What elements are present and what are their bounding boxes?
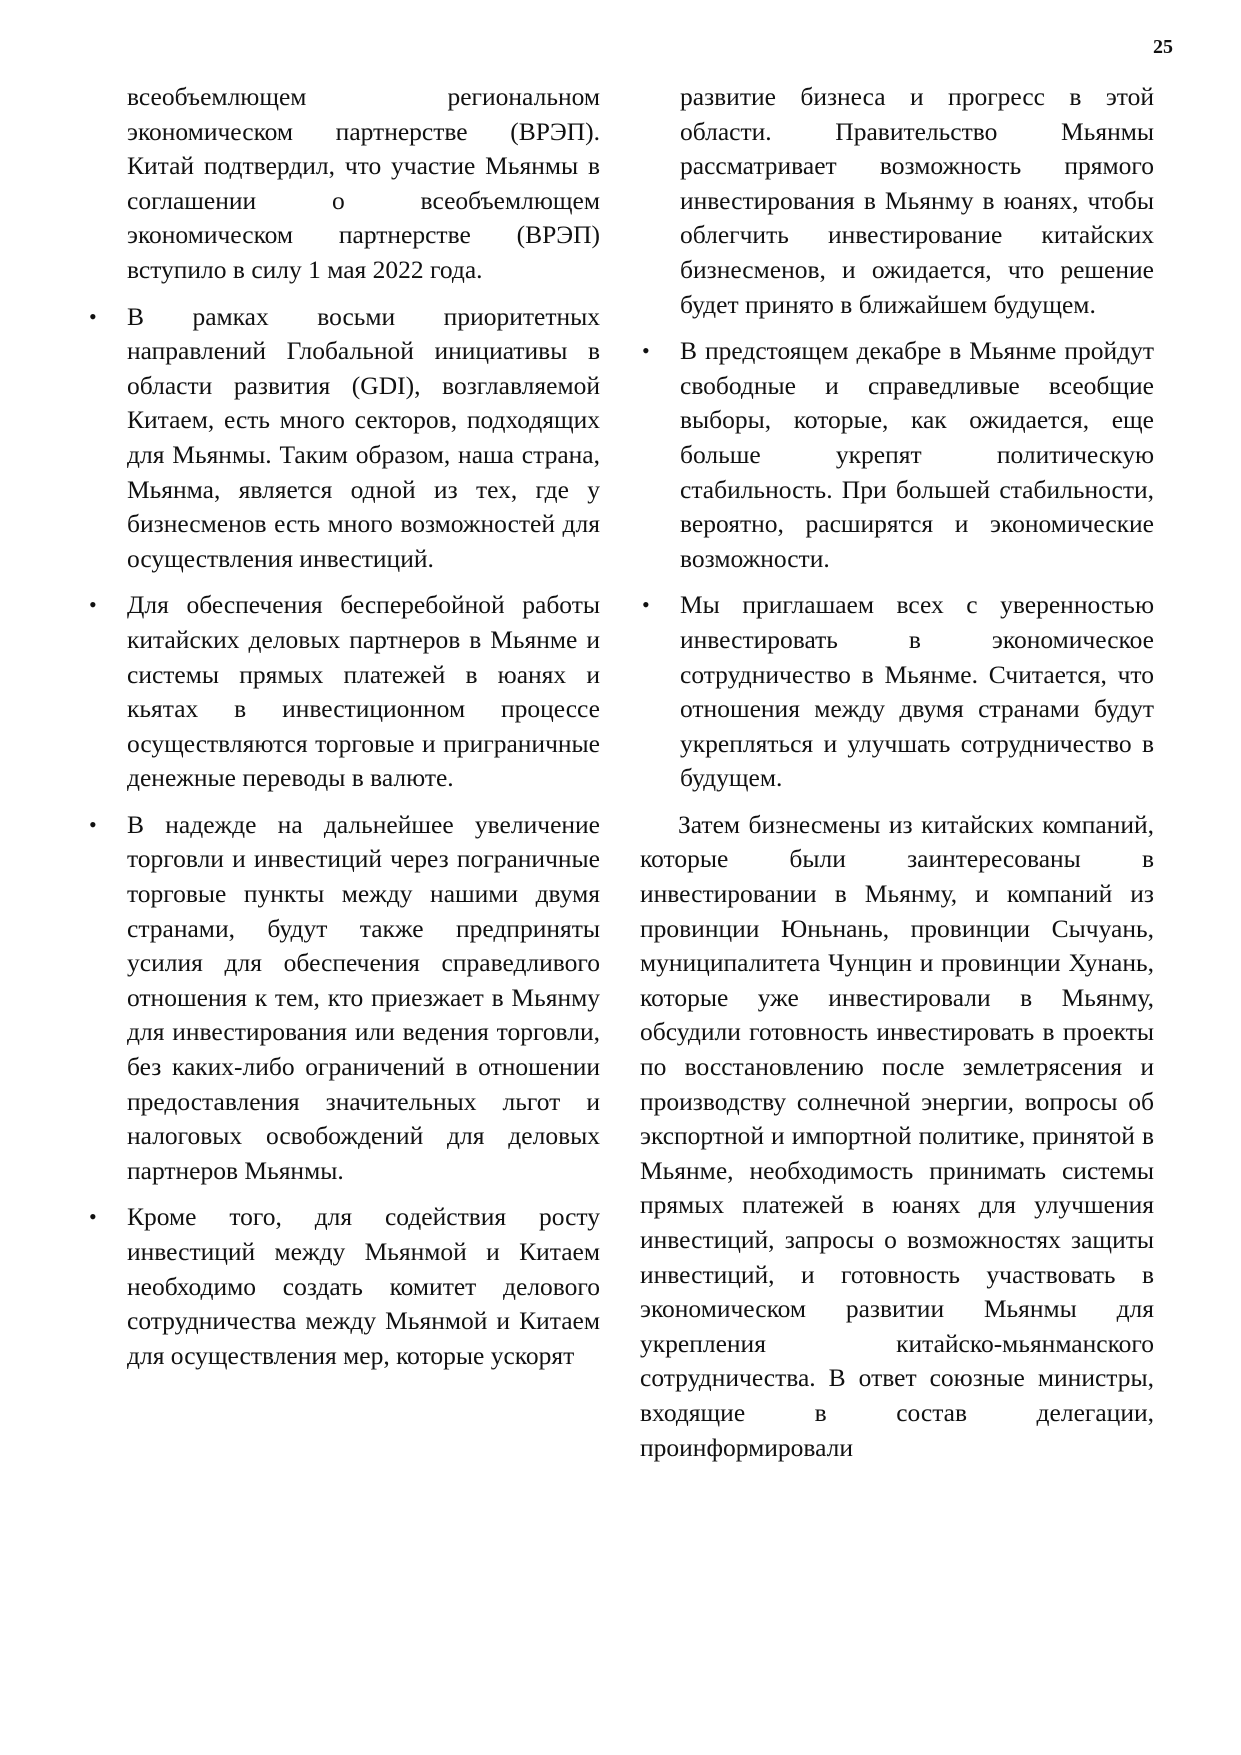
left-column [72, 80, 600, 1385]
bullet-text: В предстоящем декабре в Мьянме пройдут свободные и справедливые всеобщие выборы, которые, как ожидается, еще больше укрепят политическую стабильность. При большей стабильности, вероятно, расширятся и экономические возможности. [680, 336, 1154, 573]
bullet-item [640, 334, 1154, 576]
bullet-icon: • [89, 1204, 97, 1230]
bullet-icon: • [89, 811, 97, 837]
bullet-list [640, 334, 1154, 796]
right-column [640, 80, 1154, 1477]
bullet-item [640, 588, 1154, 796]
body-paragraph: Затем бизнесмены из китайских компаний, которые были заинтересованы в инвестировании в Мьянму, и компаний из провинции Юньнань, провинции Сычуань, муниципалитета Чунцин и провинции Хунань, которые уже инвестировали в Мьянму, обсудили готовность инвестировать в проекты по восстановлению после землетрясения и производству солнечной энергии, вопросы об экспортной и импортной политике, принятой в Мьянме, необходимость принимать системы прямых платежей в юанях для улучшения инвестиций, запросы о возможностях защиты инвестиций, и готовность участвовать в экономическом развитии Мьянмы для укрепления китайско-мьянманского сотрудничества. В ответ союзные министры, входящие в состав делегации, проинформировали [640, 809, 1154, 1462]
bullet-icon: • [89, 303, 97, 329]
bullet-icon: • [642, 592, 650, 618]
continuation-paragraph: развитие бизнеса и прогресс в этой области. Правительство Мьянмы рассматривает возможность прямого инвестирования в Мьянму в юанях, чтобы облегчить инвестирование китайских бизнесменов, и ожидается, что решение будет принято в ближайшем будущем. [680, 82, 1154, 319]
bullet-text: Кроме того, для содействия росту инвестиций между Мьянмой и Китаем необходимо создать комитет делового сотрудничества между Мьянмой и Китаем для осуществления мер, которые ускорят [127, 1202, 600, 1370]
bullet-text: Для обеспечения бесперебойной работы китайских деловых партнеров в Мьянме и системы прямых платежей в юанях и кьятах в инвестиционном процессе осуществляются торговые и приграничные денежные переводы в валюте. [127, 590, 600, 793]
page-number: 25 [1153, 36, 1173, 58]
bullet-item [72, 300, 600, 577]
bullet-item [72, 1200, 600, 1373]
continuation-paragraph: всеобъемлющем региональном экономическом партнерстве (ВРЭП). Китай подтвердил, что участие Мьянмы в соглашении о всеобъемлющем экономическом партнерстве (ВРЭП) вступило в силу 1 мая 2022 года. [127, 82, 600, 284]
bullet-text: В надежде на дальнейшее увеличение торговли и инвестиций через пограничные торговые пункты между нашими двумя странами, будут также предприняты усилия для обеспечения справедливого отношения к тем, кто приезжает в Мьянму для инвестирования или ведения торговли, без каких-либо ограничений в отношении предоставления значительных льгот и налоговых освобождений для деловых партнеров Мьянмы. [127, 809, 600, 1185]
bullet-text: Мы приглашаем всех с уверенностью инвестировать в экономическое сотрудничество в Мьянме. Считается, что отношения между двумя странами будут укрепляться и улучшать сотрудничество в будущем. [680, 590, 1154, 793]
bullet-icon: • [642, 338, 650, 364]
bullet-icon: • [89, 592, 97, 618]
bullet-list [72, 300, 600, 1374]
bullet-text: В рамках восьми приоритетных направлений Глобальной инициативы в области развития (GDI), возглавляемой Китаем, есть много секторов, подходящих для Мьянмы. Таким образом, наша страна, Мьянма, является одной из тех, где у бизнесменов есть много возможностей для осуществления инвестиций. [127, 301, 600, 573]
bullet-item [72, 588, 600, 796]
bullet-item [72, 808, 600, 1189]
